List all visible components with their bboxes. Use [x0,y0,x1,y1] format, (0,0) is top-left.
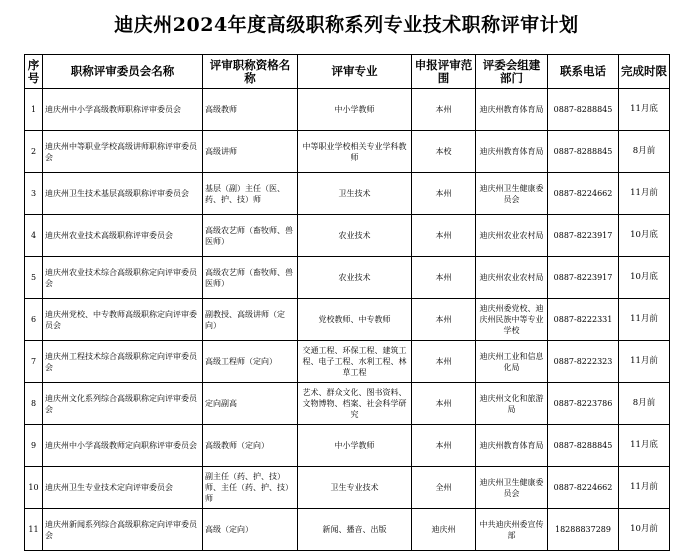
application-scope: 本州 [412,257,476,299]
qualification-name: 高级农艺师（畜牧师、兽医师） [203,257,298,299]
contact-phone: 0887-8288845 [548,425,619,467]
row-number: 1 [25,89,43,131]
qualification-name: 高级工程师（定向） [203,341,298,383]
table-row [25,383,670,425]
table-body [25,89,670,551]
committee-name: 迪庆州党校、中专教师高级职称定向评审委员会 [43,299,203,341]
committee-name: 迪庆州中等职业学校高级讲师职称评审委员会 [43,131,203,173]
contact-phone: 0887-8222323 [548,341,619,383]
contact-phone: 0887-8223786 [548,383,619,425]
deadline: 11月底 [619,425,670,467]
application-scope: 本州 [412,215,476,257]
application-scope: 本州 [412,425,476,467]
organizing-dept: 迪庆州卫生健康委员会 [476,173,548,215]
organizing-dept: 中共迪庆州委宣传部 [476,509,548,551]
qualification-name: 高级讲师 [203,131,298,173]
row-number: 3 [25,173,43,215]
row-number: 11 [25,509,43,551]
deadline: 11月前 [619,173,670,215]
row-number: 9 [25,425,43,467]
col-header-no: 序号 [25,55,43,89]
application-scope: 全州 [412,467,476,509]
committee-name: 迪庆州工程技术综合高级职称定向评审委员会 [43,341,203,383]
qualification-name: 副主任（药、护、技）师、主任（药、护、技）师 [203,467,298,509]
review-major: 交通工程、环保工程、建筑工程、电子工程、水利工程、林草工程 [298,341,412,383]
review-major: 卫生技术 [298,173,412,215]
row-number: 7 [25,341,43,383]
committee-name: 迪庆州中小学高级教师职称评审委员会 [43,89,203,131]
qualification-name: 高级教师 [203,89,298,131]
deadline: 11月前 [619,341,670,383]
review-major: 农业技术 [298,215,412,257]
organizing-dept: 迪庆州教育体育局 [476,89,548,131]
page-title: 迪庆州2024年度高级职称系列专业技术职称评审计划 [114,14,579,36]
deadline: 11月前 [619,467,670,509]
deadline: 8月前 [619,131,670,173]
application-scope: 本州 [412,89,476,131]
col-header-scope: 申报评审范 围 [412,55,476,89]
table-row [25,89,670,131]
table-row [25,467,670,509]
contact-phone: 0887-8223917 [548,257,619,299]
contact-phone: 0887-8223917 [548,215,619,257]
table-row [25,257,670,299]
row-number: 4 [25,215,43,257]
organizing-dept: 迪庆州文化和旅游局 [476,383,548,425]
col-header-deadline: 完成时限 [619,55,670,89]
review-major: 卫生专业技术 [298,467,412,509]
col-header-committee: 职称评审委员会名称 [43,55,203,89]
review-major: 党校教师、中专教师 [298,299,412,341]
deadline: 11月底 [619,89,670,131]
organizing-dept: 迪庆州工业和信息化局 [476,341,548,383]
contact-phone: 18288837289 [548,509,619,551]
table-row [25,215,670,257]
application-scope: 本州 [412,383,476,425]
row-number: 10 [25,467,43,509]
deadline: 10月底 [619,257,670,299]
qualification-name: 高级（定向） [203,509,298,551]
table-row [25,425,670,467]
application-scope: 本州 [412,299,476,341]
qualification-name: 副教授、高级讲师（定向） [203,299,298,341]
contact-phone: 0887-8224662 [548,173,619,215]
review-major: 中小学教师 [298,89,412,131]
committee-name: 迪庆州卫生技术基层高级职称评审委员会 [43,173,203,215]
review-plan-table [24,54,670,551]
row-number: 6 [25,299,43,341]
contact-phone: 0887-8224662 [548,467,619,509]
table-row [25,173,670,215]
deadline: 11月前 [619,299,670,341]
col-header-phone: 联系电话 [548,55,619,89]
qualification-name: 基层（副）主任（医、药、护、技）师 [203,173,298,215]
application-scope: 迪庆州 [412,509,476,551]
committee-name: 迪庆州新闻系列综合高级职称定向评审委员会 [43,509,203,551]
table-row [25,509,670,551]
contact-phone: 0887-8288845 [548,131,619,173]
table-header-row [25,55,670,89]
col-header-major: 评审专业 [298,55,412,89]
qualification-name: 定向副高 [203,383,298,425]
review-major: 艺术、群众文化、图书资料、文物博物、档案、社会科学研究 [298,383,412,425]
committee-name: 迪庆州中小学高级教师定向职称评审委员会 [43,425,203,467]
deadline: 10月底 [619,215,670,257]
review-major: 中小学教师 [298,425,412,467]
row-number: 8 [25,383,43,425]
committee-name: 迪庆州农业技术综合高级职称定向评审委员会 [43,257,203,299]
organizing-dept: 迪庆州教育体育局 [476,131,548,173]
col-header-qualification: 评审职称资格名称 [203,55,298,89]
organizing-dept: 迪庆州卫生健康委员会 [476,467,548,509]
contact-phone: 0887-8222331 [548,299,619,341]
application-scope: 本州 [412,341,476,383]
review-major: 农业技术 [298,257,412,299]
table-row [25,131,670,173]
organizing-dept: 迪庆州教育体育局 [476,425,548,467]
review-major: 中等职业学校相关专业学科教师 [298,131,412,173]
deadline: 8月前 [619,383,670,425]
committee-name: 迪庆州文化系列综合高级职称定向评审委员会 [43,383,203,425]
row-number: 5 [25,257,43,299]
application-scope: 本校 [412,131,476,173]
row-number: 2 [25,131,43,173]
committee-name: 迪庆州卫生专业技术定向评审委员会 [43,467,203,509]
application-scope: 本州 [412,173,476,215]
organizing-dept: 迪庆州委党校、迪庆州民族中等专业学校 [476,299,548,341]
deadline: 10月前 [619,509,670,551]
qualification-name: 高级农艺师（畜牧师、兽医师） [203,215,298,257]
committee-name: 迪庆州农业技术高级职称评审委员会 [43,215,203,257]
organizing-dept: 迪庆州农业农村局 [476,215,548,257]
contact-phone: 0887-8288845 [548,89,619,131]
organizing-dept: 迪庆州农业农村局 [476,257,548,299]
col-header-dept: 评委会组建部门 [476,55,548,89]
qualification-name: 高级教师（定向） [203,425,298,467]
table-row [25,299,670,341]
review-major: 新闻、播音、出版 [298,509,412,551]
table-row [25,341,670,383]
